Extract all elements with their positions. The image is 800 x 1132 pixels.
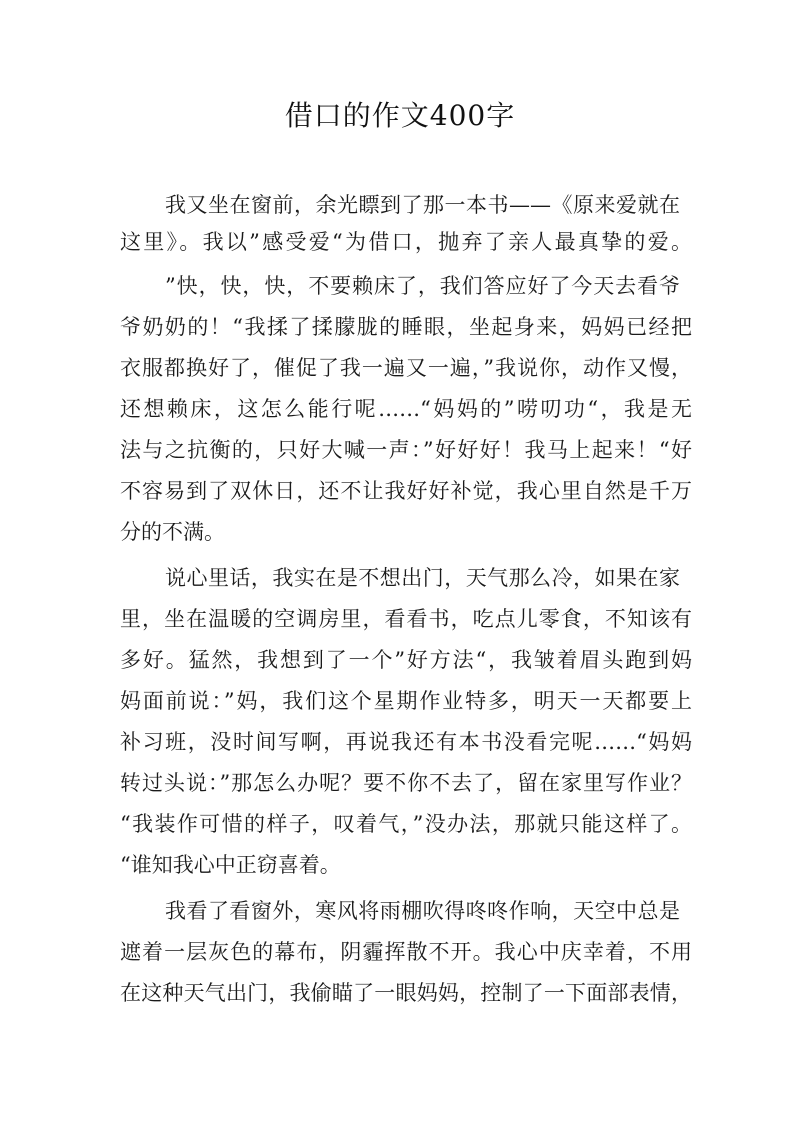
text-line: 多好。猛然，我想到了一个”好方法“，我皱着眉头跑到妈 xyxy=(120,648,692,672)
text-line: 在这种天气出门，我偷瞄了一眼妈妈，控制了一下面部表情， xyxy=(120,981,692,1005)
text-line: 还想赖床，这怎么能行呢……“妈妈的”唠叨功“，我是无 xyxy=(120,397,692,421)
text-line: 补习班，没时间写啊，再说我还有本书没看完呢……“妈妈 xyxy=(120,730,692,754)
text-line: 转过头说：”那怎么办呢？要不你不去了，留在家里写作业？ xyxy=(120,771,692,795)
text-line: 我又坐在窗前，余光瞟到了那一本书——《原来爱就在 xyxy=(165,193,680,217)
text-line: 里，坐在温暖的空调房里，看看书，吃点儿零食，不知该有 xyxy=(120,607,692,631)
text-line: 不容易到了双休日，还不让我好好补觉，我心里自然是千万 xyxy=(120,479,692,503)
text-line: “我装作可惜的样子，叹着气，”没办法，那就只能这样了。 xyxy=(120,812,692,836)
text-line: 妈面前说：”妈，我们这个星期作业特多，明天一天都要上 xyxy=(120,689,692,713)
text-line: 爷奶奶的！“我揉了揉朦胧的睡眼，坐起身来，妈妈已经把 xyxy=(120,315,692,339)
text-line: 分的不满。 xyxy=(120,520,225,544)
text-line: ”快，快，快，不要赖床了，我们答应好了今天去看爷 xyxy=(165,274,680,298)
document-title: 借口的作文400字 xyxy=(284,99,516,132)
text-line: 说心里话，我实在是不想出门，天气那么冷，如果在家 xyxy=(165,566,680,590)
text-line: 法与之抗衡的，只好大喊一声：”好好好！我马上起来！“好 xyxy=(120,438,692,462)
text-line: 这里》。我以”感受爱“为借口，抛弃了亲人最真挚的爱。 xyxy=(120,230,692,254)
text-line: “谁知我心中正窃喜着。 xyxy=(120,853,341,877)
text-line: 衣服都换好了，催促了我一遍又一遍，”我说你，动作又慢， xyxy=(120,356,692,380)
text-line: 遮着一层灰色的幕布，阴霾挥散不开。我心中庆幸着，不用 xyxy=(120,940,692,964)
text-line: 我看了看窗外，寒风将雨棚吹得咚咚作响，天空中总是 xyxy=(165,899,680,923)
